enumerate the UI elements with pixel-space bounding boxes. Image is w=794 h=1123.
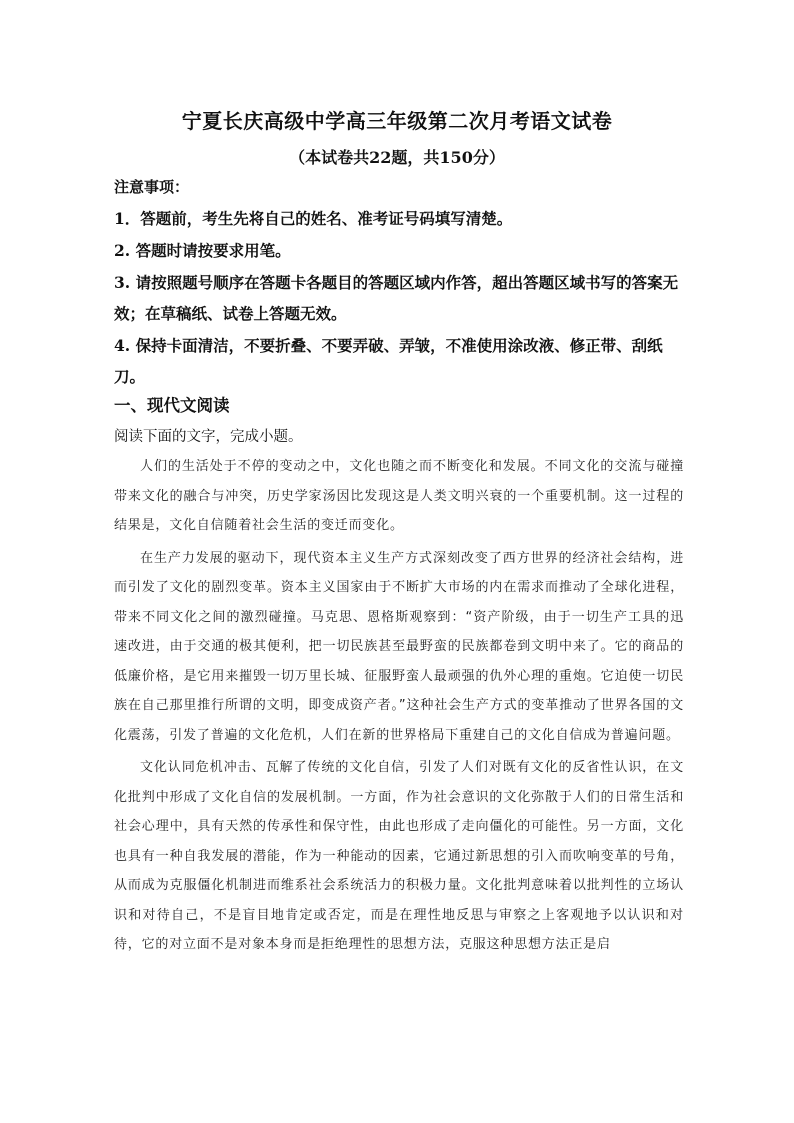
note-item: 1．答题前，考生先将自己的姓名、准考证号码填写清楚。 <box>114 209 513 228</box>
reading-passage <box>114 452 684 963</box>
page-title: 宁夏长庆高级中学高三年级第二次月考语文试卷 <box>181 109 613 133</box>
passage-paragraph: 人们的生活处于不停的变动之中，文化也随之而不断变化和发展。不同文化的交流与碰撞带来文化的融合与冲突，历史学家汤因比发现这是人类文明兴衰的一个重要机制。这一过程的结果是，文化自信随着社会生活的变迁而变化。 <box>114 459 684 533</box>
reading-instruction: 阅读下面的文字，完成小题。 <box>114 429 303 445</box>
section-title: 一、现代文阅读 <box>114 396 230 415</box>
note-item: 3. 请按照题号顺序在答题卡各题目的答题区域内作答，超出答题区域书写的答案无效；在草稿纸、试卷上答题无效。 <box>114 273 679 323</box>
note-item: 4. 保持卡面清洁，不要折叠、不要弄破、弄皱，不准使用涂改液、修正带、刮纸刀。 <box>114 336 663 386</box>
passage-paragraph: 在生产力发展的驱动下，现代资本主义生产方式深刻改变了西方世界的经济社会结构，进而引发了文化的剧烈变革。资本主义国家由于不断扩大市场的内在需求而推动了全球化进程，带来不同文化之间的激烈碰撞。马克思、恩格斯观察到：“资产阶级，由于一切生产工具的迅速改进，由于交通的极其便利，把一切民族甚至最野蛮的民族都卷到文明中来了。它的商品的低廉价格，是它用来摧毁一切万里长城、征服野蛮人最顽强的仇外心理的重炮。它迫使一切民族在自己那里推行所谓的文明，即变成资产者。”这种社会生产方式的变革推动了世界各国的文化震荡，引发了普遍的文化危机，人们在新的世界格局下重建自己的文化自信成为普遍问题。 <box>114 550 684 743</box>
note-item: 2. 答题时请按要求用笔。 <box>114 241 291 260</box>
notes-heading: 注意事项： <box>114 178 190 196</box>
passage-paragraph: 文化认同危机冲击、瓦解了传统的文化自信，引发了人们对既有文化的反省性认识，在文化批判中形成了文化自信的发展机制。一方面，作为社会意识的文化弥散于人们的日常生活和社会心理中，具有天然的传承性和保守性，由此也形成了走向僵化的可能性。另一方面，文化也具有一种自我发展的潜能，作为一种能动的因素，它通过新思想的引入而吹响变革的号角，从而成为克服僵化机制进而维系社会系统活力的积极力量。文化批判意味着以批判性的立场认识和对待自己，不是盲目地肯定或否定，而是在理性地反思与审察之上客观地予以认识和对待，它的对立面不是对象本身而是拒绝理性的思想方法，克服这种思想方法正是启 <box>114 760 684 952</box>
notes-block <box>114 172 684 392</box>
page-subtitle: （本试卷共22题，共150分） <box>289 148 505 167</box>
